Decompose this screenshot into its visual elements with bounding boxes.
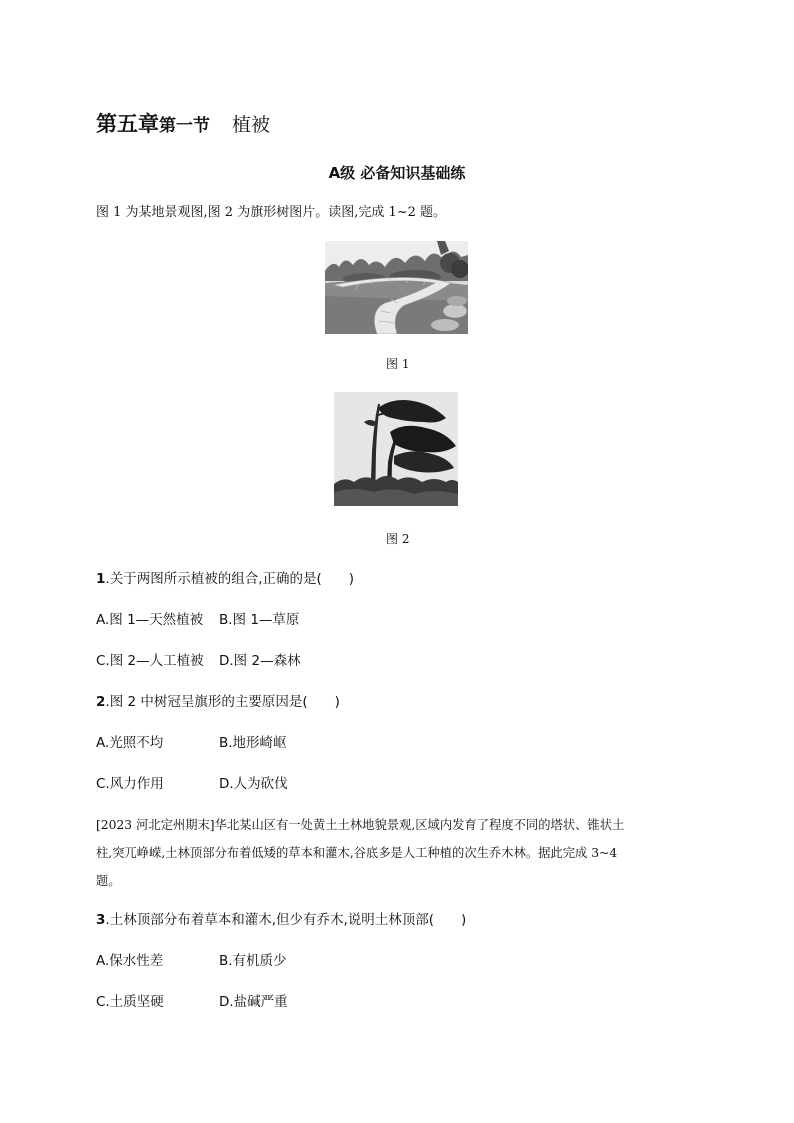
question-1-stem [96, 570, 354, 588]
question-1-option-b: B.图 1—草原 [219, 612, 300, 628]
question-3-option-b: B.有机质少 [219, 953, 287, 969]
question-3-number: 3 [96, 912, 106, 928]
question-3-option-a: A.保水性差 [96, 953, 164, 969]
passage-line-2: 柱,突兀峥嵘,土林顶部分布着低矮的草本和灌木,谷底多是人工种植的次生乔木林。据此完成 3~4 [96, 846, 618, 860]
question-2-option-c: C.风力作用 [96, 776, 164, 792]
question-2-option-a: A.光照不均 [96, 735, 164, 751]
question-1-option-a: A.图 1—天然植被 [96, 612, 204, 628]
question-3-stem [96, 911, 466, 929]
question-3-option-c: C.土质坚硬 [96, 994, 164, 1010]
question-2-text: .图 2 中树冠呈旗形的主要原因是( ) [105, 694, 340, 710]
topic-label: 植被 [232, 114, 271, 136]
page-title [96, 108, 270, 138]
question-3-option-d: D.盐碱严重 [219, 994, 288, 1010]
question-3-text: .土林顶部分布着草本和灌木,但少有乔木,说明土林顶部( ) [105, 912, 467, 928]
question-1-option-c: C.图 2—人工植被 [96, 653, 204, 669]
chapter-label: 第五章 [96, 112, 159, 136]
question-2-option-b: B.地形崎岖 [219, 735, 287, 751]
figure-2-image [334, 392, 458, 506]
level-heading: A级 必备知识基础练 [328, 164, 466, 182]
figure-2-caption: 图 2 [386, 532, 410, 546]
figure-1-caption: 图 1 [386, 357, 410, 371]
question-1-number: 1 [96, 571, 106, 587]
question-2-number: 2 [96, 694, 106, 710]
question-2-option-d: D.人为砍伐 [219, 776, 288, 792]
intro-text: 图 1 为某地景观图,图 2 为旗形树图片。读图,完成 1~2 题。 [96, 205, 447, 220]
figure-1-image [325, 241, 468, 334]
question-1-text: .关于两图所示植被的组合,正确的是( ) [105, 571, 355, 587]
passage-line-1: [2023 河北定州期末]华北某山区有一处黄土土林地貌景观,区域内发育了程度不同的塔状、锥状土 [96, 818, 625, 832]
question-1-option-d: D.图 2—森林 [219, 653, 301, 669]
question-2-stem [96, 693, 340, 711]
passage-line-3: 题。 [96, 874, 121, 888]
section-label: 第一节 [159, 116, 210, 136]
